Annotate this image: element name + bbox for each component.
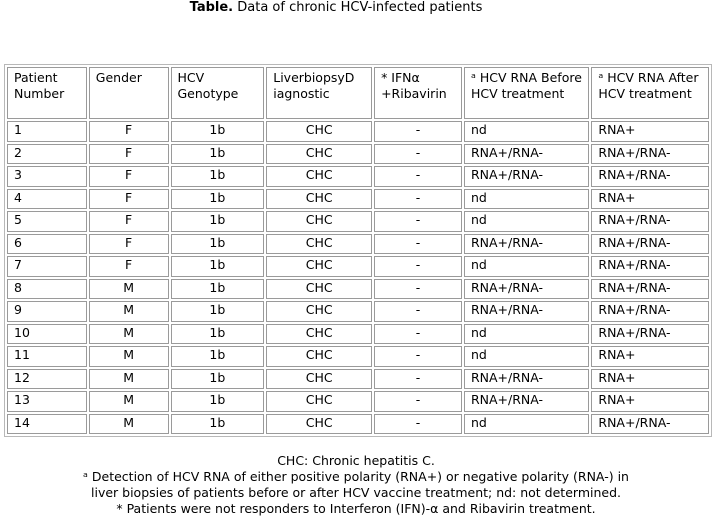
cell-biopsy: CHC: [266, 234, 372, 255]
cell-treatment: -: [374, 391, 462, 412]
cell-rna-after: RNA+/RNA-: [591, 234, 709, 255]
table-row: [7, 144, 709, 165]
cell-gender: M: [89, 346, 169, 367]
cell-rna-before: nd: [464, 346, 589, 367]
table-row: [7, 256, 709, 277]
cell-patient-number: 13: [7, 391, 87, 412]
table-row: [7, 279, 709, 300]
cell-genotype: 1b: [171, 279, 265, 300]
header-hcv-genotype: HCV Genotype: [171, 67, 265, 119]
cell-patient-number: 9: [7, 301, 87, 322]
table-row: [7, 346, 709, 367]
cell-treatment: -: [374, 121, 462, 142]
cell-rna-after: RNA+/RNA-: [591, 324, 709, 345]
table-caption: [0, 0, 672, 15]
cell-gender: M: [89, 391, 169, 412]
cell-genotype: 1b: [171, 144, 265, 165]
cell-biopsy: CHC: [266, 256, 372, 277]
cell-rna-after: RNA+: [591, 369, 709, 390]
cell-rna-before: nd: [464, 189, 589, 210]
cell-treatment: -: [374, 414, 462, 435]
cell-rna-after: RNA+: [591, 189, 709, 210]
cell-genotype: 1b: [171, 414, 265, 435]
header-gender: Gender: [89, 67, 169, 119]
cell-biopsy: CHC: [266, 324, 372, 345]
cell-rna-after: RNA+/RNA-: [591, 301, 709, 322]
cell-biopsy: CHC: [266, 391, 372, 412]
cell-biopsy: CHC: [266, 346, 372, 367]
cell-treatment: -: [374, 189, 462, 210]
cell-treatment: -: [374, 279, 462, 300]
note-rna: ᵃ Detection of HCV RNA of either positive polarity (RNA+) or negative polarity (RNA-) in liver biopsies of patients before or after HCV vaccine treatment; nd: not determined.: [83, 469, 629, 500]
header-ifn-ribavirin: * IFNα +Ribavirin: [374, 67, 462, 119]
cell-patient-number: 11: [7, 346, 87, 367]
caption-label: Table.: [189, 0, 234, 15]
cell-treatment: -: [374, 346, 462, 367]
cell-patient-number: 10: [7, 324, 87, 345]
cell-rna-before: RNA+/RNA-: [464, 144, 589, 165]
header-liver-biopsy: LiverbiopsyD iagnostic: [266, 67, 372, 119]
cell-treatment: -: [374, 166, 462, 187]
cell-biopsy: CHC: [266, 189, 372, 210]
cell-gender: M: [89, 414, 169, 435]
cell-gender: F: [89, 166, 169, 187]
cell-gender: M: [89, 324, 169, 345]
cell-rna-before: RNA+/RNA-: [464, 369, 589, 390]
cell-gender: F: [89, 256, 169, 277]
table-body: [7, 121, 709, 434]
cell-gender: F: [89, 121, 169, 142]
caption-text: Data of chronic HCV-infected patients: [233, 0, 483, 15]
table-row: [7, 391, 709, 412]
cell-biopsy: CHC: [266, 414, 372, 435]
cell-patient-number: 14: [7, 414, 87, 435]
cell-patient-number: 8: [7, 279, 87, 300]
cell-rna-after: RNA+: [591, 346, 709, 367]
cell-rna-before: nd: [464, 414, 589, 435]
cell-gender: M: [89, 369, 169, 390]
cell-genotype: 1b: [171, 234, 265, 255]
patients-table: [4, 64, 712, 437]
cell-biopsy: CHC: [266, 301, 372, 322]
cell-patient-number: 2: [7, 144, 87, 165]
table-row: [7, 414, 709, 435]
cell-genotype: 1b: [171, 301, 265, 322]
header-rna-before: ᵃ HCV RNA Before HCV treatment: [464, 67, 589, 119]
cell-biopsy: CHC: [266, 369, 372, 390]
note-chc: CHC: Chronic hepatitis C.: [277, 453, 435, 468]
table-notes: [0, 453, 712, 517]
cell-rna-before: RNA+/RNA-: [464, 279, 589, 300]
table-row: [7, 211, 709, 232]
cell-genotype: 1b: [171, 166, 265, 187]
header-rna-after: ᵃ HCV RNA After HCV treatment: [591, 67, 709, 119]
cell-rna-after: RNA+/RNA-: [591, 256, 709, 277]
cell-genotype: 1b: [171, 121, 265, 142]
cell-treatment: -: [374, 324, 462, 345]
cell-treatment: -: [374, 211, 462, 232]
cell-rna-after: RNA+: [591, 391, 709, 412]
table-row: [7, 234, 709, 255]
cell-rna-before: nd: [464, 211, 589, 232]
cell-gender: F: [89, 144, 169, 165]
cell-biopsy: CHC: [266, 121, 372, 142]
cell-treatment: -: [374, 234, 462, 255]
cell-genotype: 1b: [171, 346, 265, 367]
cell-rna-before: RNA+/RNA-: [464, 301, 589, 322]
cell-rna-after: RNA+/RNA-: [591, 166, 709, 187]
cell-genotype: 1b: [171, 391, 265, 412]
cell-rna-after: RNA+/RNA-: [591, 414, 709, 435]
cell-rna-before: RNA+/RNA-: [464, 391, 589, 412]
cell-patient-number: 5: [7, 211, 87, 232]
cell-rna-before: RNA+/RNA-: [464, 166, 589, 187]
cell-patient-number: 4: [7, 189, 87, 210]
table-row: [7, 121, 709, 142]
cell-rna-after: RNA+/RNA-: [591, 211, 709, 232]
cell-gender: M: [89, 301, 169, 322]
cell-genotype: 1b: [171, 256, 265, 277]
cell-treatment: -: [374, 369, 462, 390]
cell-rna-after: RNA+/RNA-: [591, 279, 709, 300]
cell-patient-number: 7: [7, 256, 87, 277]
cell-biopsy: CHC: [266, 144, 372, 165]
cell-patient-number: 6: [7, 234, 87, 255]
cell-gender: F: [89, 189, 169, 210]
table-row: [7, 369, 709, 390]
cell-patient-number: 1: [7, 121, 87, 142]
cell-patient-number: 12: [7, 369, 87, 390]
cell-genotype: 1b: [171, 324, 265, 345]
cell-gender: F: [89, 211, 169, 232]
cell-rna-after: RNA+/RNA-: [591, 144, 709, 165]
cell-genotype: 1b: [171, 211, 265, 232]
cell-rna-before: nd: [464, 256, 589, 277]
cell-treatment: -: [374, 301, 462, 322]
cell-genotype: 1b: [171, 189, 265, 210]
cell-gender: F: [89, 234, 169, 255]
header-patient-number: Patient Number: [7, 67, 87, 119]
cell-rna-before: RNA+/RNA-: [464, 234, 589, 255]
table-row: [7, 301, 709, 322]
note-nonresponders: * Patients were not responders to Interferon (IFN)-α and Ribavirin treatment.: [116, 501, 596, 516]
cell-gender: M: [89, 279, 169, 300]
table-row: [7, 324, 709, 345]
cell-treatment: -: [374, 144, 462, 165]
cell-biopsy: CHC: [266, 166, 372, 187]
cell-biopsy: CHC: [266, 279, 372, 300]
cell-rna-before: nd: [464, 324, 589, 345]
table-row: [7, 189, 709, 210]
header-row: [7, 67, 709, 119]
cell-biopsy: CHC: [266, 211, 372, 232]
cell-patient-number: 3: [7, 166, 87, 187]
table-row: [7, 166, 709, 187]
cell-rna-after: RNA+: [591, 121, 709, 142]
cell-treatment: -: [374, 256, 462, 277]
cell-rna-before: nd: [464, 121, 589, 142]
cell-genotype: 1b: [171, 369, 265, 390]
